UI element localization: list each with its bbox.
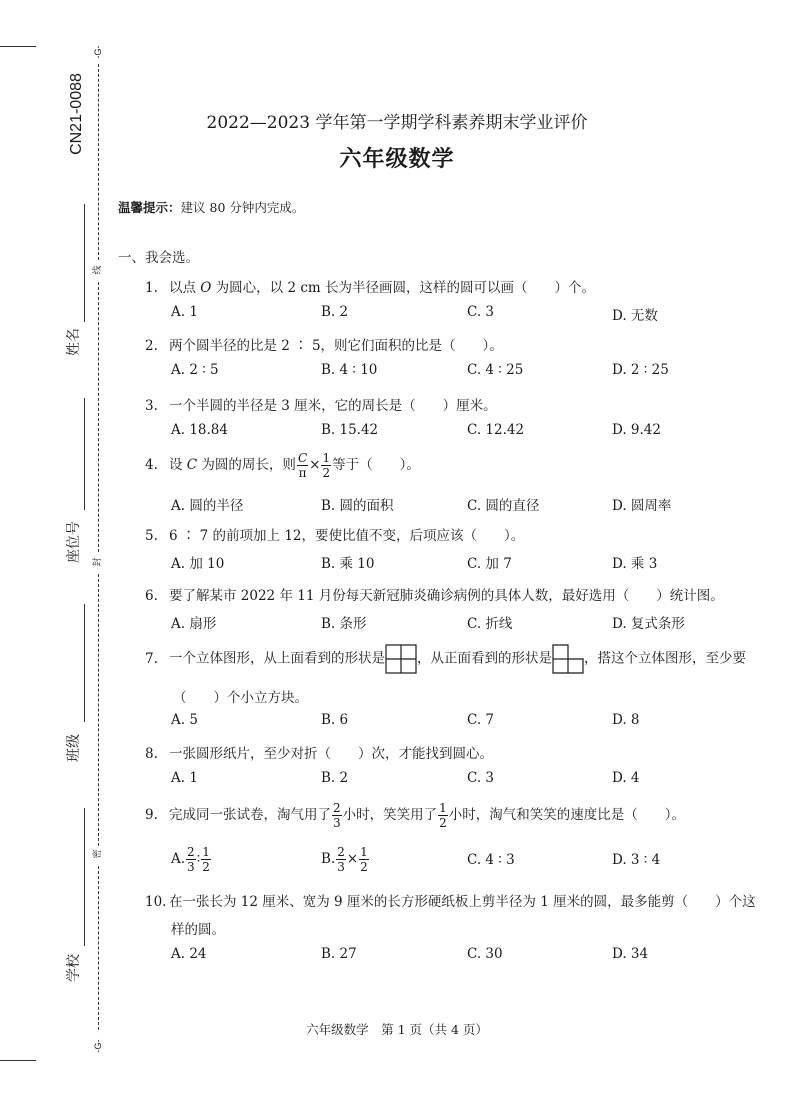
question-number: 4. [145,457,158,473]
q10-option-a[interactable]: A. 24 [171,946,207,962]
q3-option-c[interactable]: C. 12.42 [467,422,525,438]
question-text: 等于（ ）。 [332,457,420,473]
q7-option-d[interactable]: D. 8 [612,712,640,728]
section-heading: 一、我会选。 [118,250,199,266]
question-10 [145,890,756,910]
seat-field-line[interactable] [84,398,85,510]
question-number: 10. [145,894,167,910]
question-number: 2. [145,338,158,354]
tip-text: 建议 80 分钟内完成。 [180,200,305,215]
q5-option-a[interactable]: A. 加 10 [171,556,225,572]
question-text: 设 [169,457,187,473]
question-text: 完成同一张试卷，淘气用了 [169,807,331,823]
denominator: 3 [187,860,195,874]
variable: C [186,457,198,473]
denominator: 2 [322,466,331,480]
q1-option-a[interactable]: A. 1 [171,304,198,320]
numerator: 1 [322,451,331,465]
question-text: 小时，淘气和笑笑的速度比是（ ）。 [448,807,686,823]
question-9 [145,800,685,830]
school-label: 学校 [66,954,82,982]
fraction [332,802,342,829]
question-number: 5. [145,528,158,544]
corner-mark-top [0,46,36,47]
fraction [359,846,369,873]
question-text: 为圆心，以 2 cm 长为半径画圆，这样的圆可以画（ ）个。 [211,280,595,296]
exam-code: CN21-0088 [68,73,85,155]
question-number: 8. [145,746,158,762]
question-5 [145,524,524,544]
question-text: ，从正面看到的形状是 [417,650,552,667]
question-number: 6. [145,588,158,604]
q7-option-a[interactable]: A. 5 [171,712,198,728]
fraction [297,452,308,479]
fraction [186,846,196,873]
q6-option-d[interactable]: D. 复式条形 [612,616,685,632]
question-1 [145,276,595,296]
numerator: 2 [187,845,195,859]
question-number: 3. [145,398,158,414]
xian-mark: 线 [93,265,103,275]
numerator: 1 [439,801,447,815]
question-4 [145,450,420,480]
variable: O [200,280,212,296]
g-mark-top: -G- [93,45,103,59]
q7-option-b[interactable]: B. 6 [321,712,349,728]
name-label: 姓名 [66,328,82,356]
denominator: 2 [439,816,447,830]
question-text: ，搭这个立体图形，至少要 [584,650,746,667]
numerator: C [297,451,308,465]
q8-option-d[interactable]: D. 4 [612,770,640,786]
operator: × [346,851,359,867]
numerator: 2 [333,801,341,815]
q3-option-d[interactable]: D. 9.42 [612,422,661,438]
q3-option-a[interactable]: A. 18.84 [171,422,228,438]
tip-label: 温馨提示： [118,200,181,215]
q7-option-c[interactable]: C. 7 [467,712,495,728]
q10-option-c[interactable]: C. 30 [467,946,503,962]
question-text: 6 ∶ 7 的前项加上 12，要使比值不变，后项应该（ ）。 [169,528,525,544]
q8-option-b[interactable]: B. 2 [321,770,349,786]
q10-option-d[interactable]: D. 34 [612,946,649,962]
numerator: 1 [360,845,368,859]
q5-option-b[interactable]: B. 乘 10 [321,556,375,572]
front-view-shape-icon [552,644,584,674]
top-view-shape-icon [385,644,417,674]
question-number: 9. [145,807,158,823]
school-field-line[interactable] [84,808,85,946]
question-text: 要了解某市 2022 年 11 月份每天新冠肺炎确诊病例的具体人数，最好选用（ ）统计图。 [169,588,724,604]
page-footer: 六年级数学 第 1 页（共 4 页） [306,1022,488,1037]
q9-option-c[interactable]: C. 4 ∶ 3 [467,852,515,868]
q2-option-a[interactable]: A. 2 ∶ 5 [171,362,219,378]
q4-option-b[interactable]: B. 圆的面积 [321,498,394,514]
denominator: 2 [202,860,210,874]
q5-option-d[interactable]: D. 乘 3 [612,556,658,572]
question-8 [145,742,493,762]
q2-option-d[interactable]: D. 2 ∶ 25 [612,362,669,378]
binding-line-mid1 [98,282,99,552]
class-label: 班级 [66,734,82,762]
option-prefix: A. [171,851,186,867]
feng-mark: 封 [93,557,103,567]
q1-option-b[interactable]: B. 2 [321,304,349,320]
q4-option-d[interactable]: D. 圆周率 [612,498,672,514]
question-text: 一个半圆的半径是 3 厘米，它的周长是（ ）厘米。 [169,398,497,414]
question-10-line2: 样的圆。 [171,922,225,938]
question-text: 以点 [169,280,201,296]
fraction [336,846,346,873]
q10-option-b[interactable]: B. 27 [321,946,357,962]
q4-option-a[interactable]: A. 圆的半径 [171,498,244,514]
question-6 [145,584,724,604]
question-text: 在一张长为 12 厘米、宽为 9 厘米的长方形硬纸板上剪半径为 1 厘米的圆，最多能剪（ ）个这 [169,894,756,910]
fraction [201,846,211,873]
question-number: 1. [145,280,158,296]
corner-mark-bottom [0,1060,36,1061]
q4-option-c[interactable]: C. 圆的直径 [467,498,540,514]
question-7 [145,644,746,674]
q3-option-b[interactable]: B. 15.42 [321,422,379,438]
question-text: 一个立体图形，从上面看到的形状是 [169,650,385,667]
operator: ∶ [196,851,201,867]
binding-line-bottom [98,866,99,1030]
denominator: 2 [360,860,368,874]
q1-option-c[interactable]: C. 3 [467,304,495,320]
numerator: 1 [202,845,210,859]
question-7-line2: （ ）个小立方块。 [173,690,308,706]
denominator: 3 [333,816,341,830]
question-text: 一张圆形纸片，至少对折（ ）次，才能找到圆心。 [169,746,493,762]
question-2 [145,334,503,354]
q8-option-c[interactable]: C. 3 [467,770,495,786]
tip [118,198,304,216]
q8-option-a[interactable]: A. 1 [171,770,198,786]
mi-mark: 密 [93,849,103,859]
question-number: 7. [145,650,158,667]
denominator: π [298,466,307,480]
class-field-line[interactable] [84,604,85,722]
name-field-line[interactable] [84,204,85,322]
option-prefix: B. [321,851,336,867]
fraction [321,452,331,479]
g-mark-bottom: -G- [93,1039,103,1053]
seat-label: 座位号 [66,521,82,563]
fraction [438,802,448,829]
denominator: 3 [337,860,345,874]
exam-subtitle: 六年级数学 [339,146,455,172]
q9-option-d[interactable]: D. 3 ∶ 4 [612,852,661,868]
question-text: 小时，笑笑用了 [342,807,438,823]
q1-option-d[interactable]: D. 无数 [612,308,658,324]
binding-line-mid2 [98,574,99,846]
q6-option-a[interactable]: A. 扇形 [171,616,217,632]
operator: × [309,457,321,473]
exam-title: 2022—2023 学年第一学期学科素养期末学业评价 [206,113,588,133]
q2-option-b[interactable]: B. 4 ∶ 10 [321,362,378,378]
question-text: 为圆的周长，则 [197,457,296,473]
q2-option-c[interactable]: C. 4 ∶ 25 [467,362,524,378]
q6-option-b[interactable]: B. 条形 [321,616,367,632]
question-3 [145,394,497,414]
q9-option-a[interactable] [171,844,212,874]
q6-option-c[interactable]: C. 折线 [467,616,513,632]
q9-option-b[interactable] [321,844,370,874]
q5-option-c[interactable]: C. 加 7 [467,556,512,572]
numerator: 2 [337,845,345,859]
question-text: 两个圆半径的比是 2 ∶ 5，则它们面积的比是（ ）。 [169,338,503,354]
